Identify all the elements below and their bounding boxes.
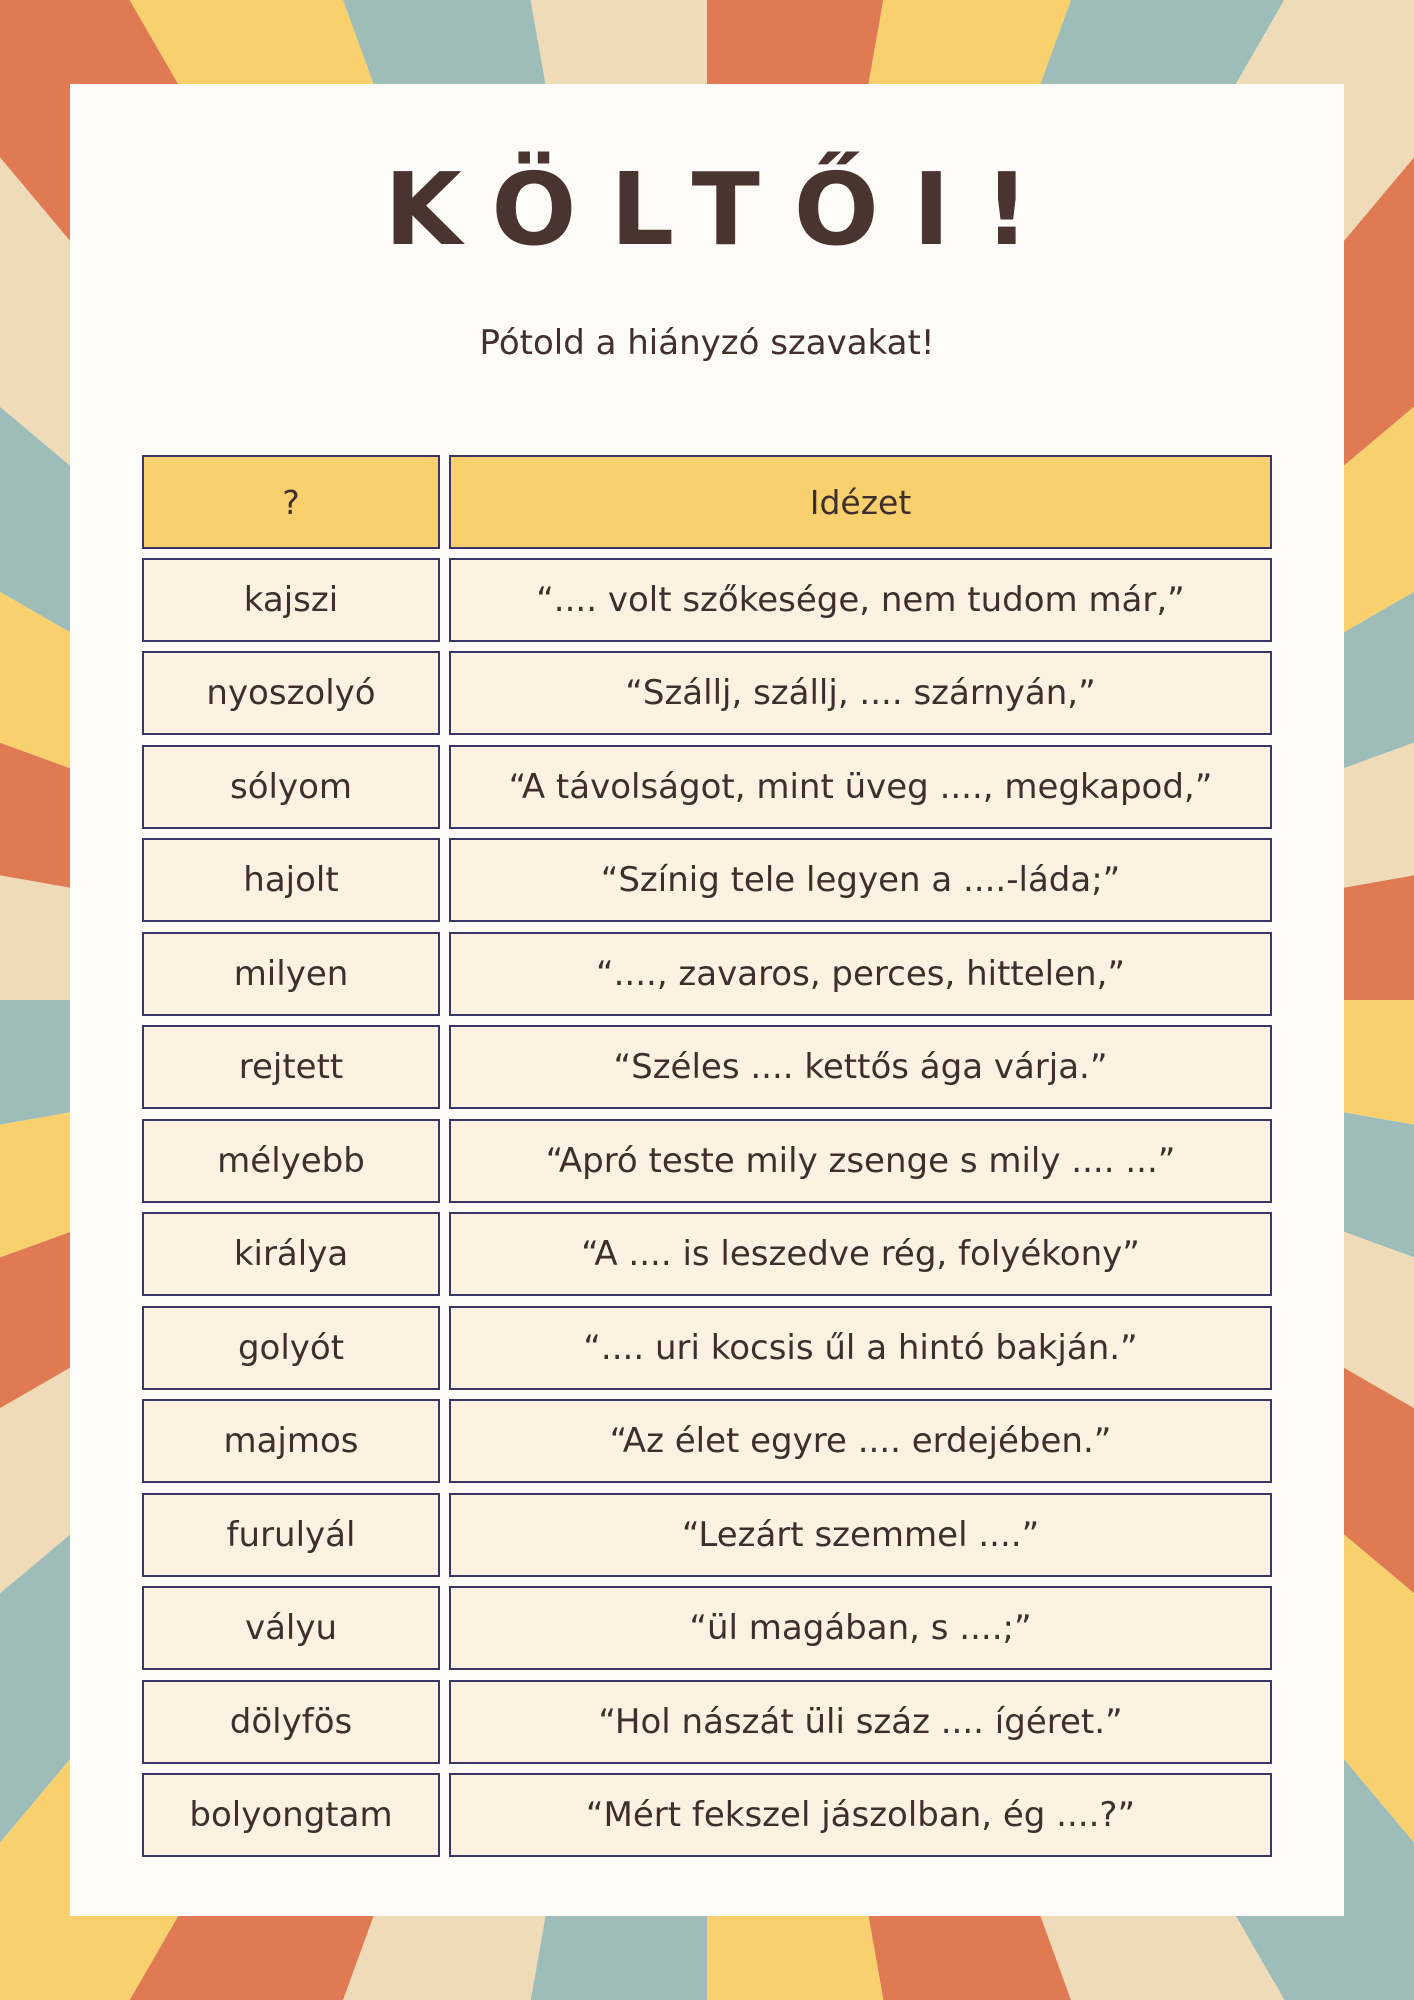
answer-word: mélyebb bbox=[217, 1141, 365, 1181]
header-quote-label: Idézet bbox=[809, 482, 912, 522]
answer-word-cell bbox=[142, 1493, 440, 1577]
answer-word: milyen bbox=[233, 954, 349, 994]
quote-cell bbox=[449, 1025, 1272, 1109]
quote-text: “.... uri kocsis űl a hintó bakján.” bbox=[583, 1328, 1138, 1368]
answer-word: rejtett bbox=[238, 1047, 344, 1087]
quote-text: “A távolságot, mint üveg ...., megkapod,” bbox=[508, 767, 1213, 807]
quote-text: “Szállj, szállj, .... szárnyán,” bbox=[625, 673, 1096, 713]
page-subtitle: Pótold a hiányzó szavakat! bbox=[479, 323, 935, 363]
answer-word-cell bbox=[142, 651, 440, 735]
answer-word: golyót bbox=[237, 1328, 345, 1368]
answer-word-cell bbox=[142, 1773, 440, 1857]
quote-text: “Hol nászát üli száz .... ígéret.” bbox=[598, 1702, 1123, 1742]
quote-text: “.... volt szőkesége, nem tudom már,” bbox=[536, 580, 1185, 620]
quote-cell bbox=[449, 558, 1272, 642]
answer-word-cell bbox=[142, 1119, 440, 1203]
quote-cell bbox=[449, 1212, 1272, 1296]
quote-cell bbox=[449, 1680, 1272, 1764]
answer-word: nyoszolyó bbox=[206, 673, 376, 713]
answer-word: dölyfös bbox=[229, 1702, 353, 1742]
page-title: KÖLTŐI! bbox=[384, 151, 1064, 268]
quote-cell bbox=[449, 932, 1272, 1016]
answer-word-cell bbox=[142, 558, 440, 642]
answer-word-cell bbox=[142, 838, 440, 922]
quote-cell bbox=[449, 838, 1272, 922]
answer-word-cell bbox=[142, 1306, 440, 1390]
answer-word-cell bbox=[142, 1399, 440, 1483]
quote-text: “Széles .... kettős ága várja.” bbox=[613, 1047, 1108, 1087]
answer-word: királya bbox=[233, 1234, 349, 1274]
answer-word: vályu bbox=[244, 1608, 338, 1648]
answer-word-cell bbox=[142, 745, 440, 829]
answer-word: majmos bbox=[223, 1421, 359, 1461]
answer-word-cell bbox=[142, 932, 440, 1016]
answer-word-cell bbox=[142, 1025, 440, 1109]
answer-word-cell bbox=[142, 1586, 440, 1670]
header-word-column bbox=[142, 455, 440, 549]
answer-word-cell bbox=[142, 1680, 440, 1764]
answer-word: hajolt bbox=[243, 860, 339, 900]
answer-word: furulyál bbox=[226, 1515, 356, 1555]
quote-cell bbox=[449, 745, 1272, 829]
answer-word: sólyom bbox=[229, 767, 352, 807]
quote-text: “Mért fekszel jászolban, ég ....?” bbox=[585, 1795, 1136, 1835]
header-word-label: ? bbox=[282, 482, 300, 522]
answer-word: bolyongtam bbox=[189, 1795, 393, 1835]
quote-text: “Apró teste mily zsenge s mily .... ...” bbox=[545, 1141, 1176, 1181]
answer-word-cell bbox=[142, 1212, 440, 1296]
quote-text: “...., zavaros, perces, hittelen,” bbox=[595, 954, 1126, 994]
quote-text: “Színig tele legyen a ....-láda;” bbox=[600, 860, 1121, 900]
quote-cell bbox=[449, 1586, 1272, 1670]
quote-text: “Lezárt szemmel ....” bbox=[681, 1515, 1040, 1555]
quote-text: “Az élet egyre .... erdejében.” bbox=[609, 1421, 1112, 1461]
quote-text: “A .... is leszedve rég, folyékony” bbox=[581, 1234, 1140, 1274]
quote-cell bbox=[449, 651, 1272, 735]
quote-cell bbox=[449, 1493, 1272, 1577]
quote-cell bbox=[449, 1399, 1272, 1483]
quote-cell bbox=[449, 1306, 1272, 1390]
quote-cell bbox=[449, 1119, 1272, 1203]
header-quote-column bbox=[449, 455, 1272, 549]
quote-cell bbox=[449, 1773, 1272, 1857]
answer-word: kajszi bbox=[243, 580, 339, 620]
quote-text: “ül magában, s ....;” bbox=[689, 1608, 1032, 1648]
